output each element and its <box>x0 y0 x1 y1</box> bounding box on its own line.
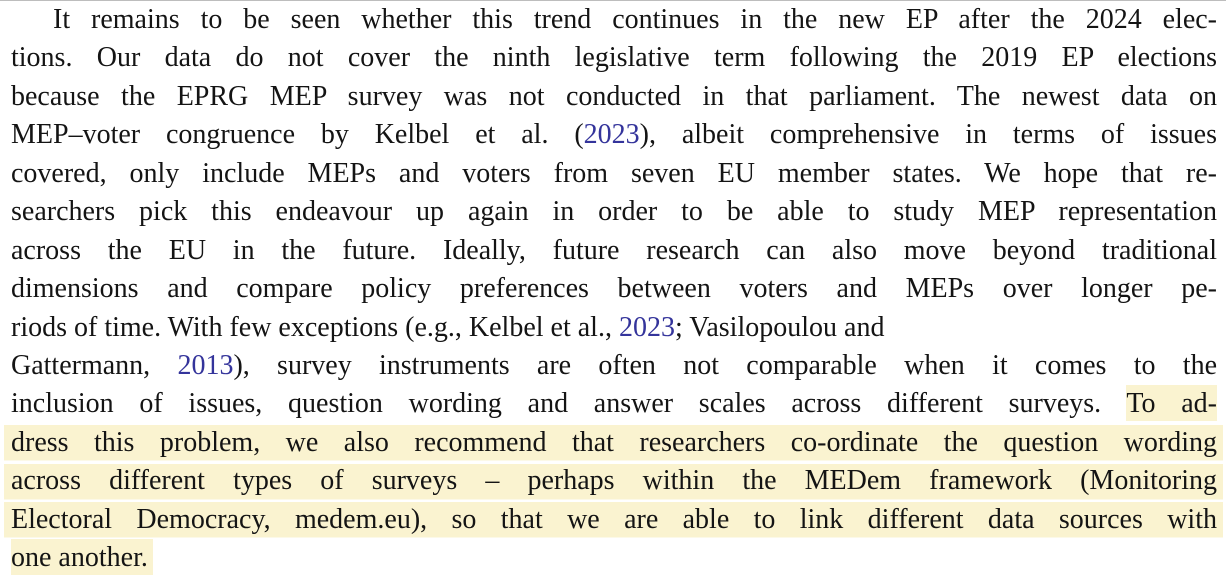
text-segment: ; Vasilopoulou and <box>674 311 885 343</box>
citation-link-kelbel-2023-second[interactable]: 2023 <box>618 311 675 343</box>
highlighted-text: To ad- <box>1126 385 1217 421</box>
text-segment: searchers pick this endeavour up again in order to be able to study MEP representation <box>11 196 1217 228</box>
text-line-2 <box>11 39 1217 77</box>
highlighted-text: one another. <box>11 539 153 575</box>
highlighted-text: Electoral Democracy, medem.eu), so that we are able to link different data sources with <box>11 503 1217 535</box>
text-segment: ), albeit comprehensive in terms of issues <box>639 119 1217 151</box>
text-segment: It remains to be seen whether this trend continues in the new EP after the 2024 elec- <box>53 4 1217 35</box>
text-segment: riods of time. With few exceptions (e.g., Kelbel et al., <box>11 311 619 343</box>
text-line-13 <box>4 462 1223 500</box>
highlighted-text: dress this problem, we also recommend that researchers co-ordinate the question wording <box>11 426 1217 458</box>
text-segment: across the EU in the future. Ideally, future research can also move beyond traditional <box>11 234 1217 266</box>
citation-link-kelbel-2023[interactable]: 2023 <box>583 119 640 151</box>
paragraph-text <box>11 1 1217 578</box>
text-line-9 <box>11 309 1217 347</box>
text-line-15 <box>11 539 1217 577</box>
text-segment: because the EPRG MEP survey was not conducted in that parliament. The newest data on <box>11 80 1217 112</box>
citation-link-gattermann-2013[interactable]: 2013 <box>177 349 234 381</box>
text-segment: ), survey instruments are often not comparable when it comes to the <box>233 349 1217 381</box>
text-segment: Gattermann, <box>11 349 178 381</box>
text-line-3 <box>11 78 1217 116</box>
text-line-8 <box>11 270 1217 308</box>
text-line-7 <box>11 232 1217 270</box>
text-line-12 <box>4 424 1223 462</box>
highlighted-text: across different types of surveys – perhaps within the MEDem framework (Monitoring <box>11 465 1217 497</box>
text-line-6 <box>11 193 1217 231</box>
text-segment: dimensions and compare policy preferences between voters and MEPs over longer pe- <box>11 273 1217 305</box>
text-segment: inclusion of issues, question wording and answer scales across different surveys. <box>11 388 1127 420</box>
text-line-4 <box>11 116 1217 154</box>
text-segment: MEP–voter congruence by Kelbel et al. ( <box>11 119 584 151</box>
text-line-11 <box>11 385 1217 423</box>
text-segment: covered, only include MEPs and voters from seven EU member states. We hope that re- <box>11 157 1217 189</box>
text-line-5 <box>11 155 1217 193</box>
text-line-1 <box>11 1 1217 39</box>
text-line-10 <box>11 347 1217 385</box>
text-segment: tions. Our data do not cover the ninth legislative term following the 2019 EP elections <box>11 42 1217 74</box>
text-line-14 <box>4 501 1223 539</box>
